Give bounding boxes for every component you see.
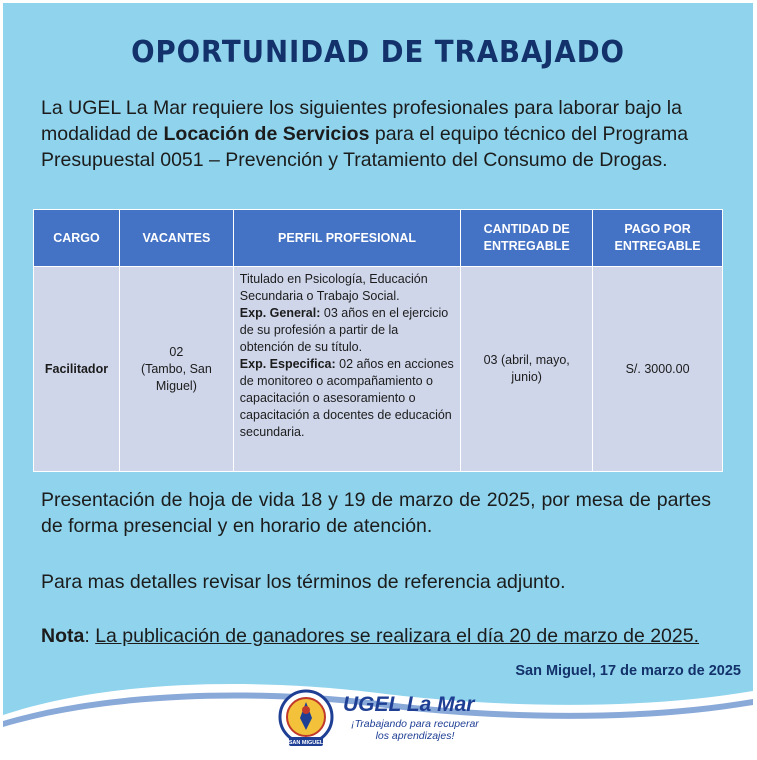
brand-tagline: ¡Trabajando para recuperar los aprendizajes! bbox=[351, 718, 479, 742]
intro-paragraph bbox=[41, 95, 711, 173]
header-pago: PAGO POR ENTREGABLE bbox=[593, 210, 723, 267]
presentacion-paragraph: Presentación de hoja de vida 18 y 19 de marzo de 2025, por mesa de partes de forma presencial y en horario de atención. bbox=[41, 489, 711, 537]
intro-text-1: La UGEL La Mar requiere los siguientes profesionales para laborar bajo la modalidad de bbox=[41, 97, 682, 145]
nota-text: La publicación de ganadores se realizara el día 20 de marzo de 2025. bbox=[95, 625, 700, 647]
cell-vacantes bbox=[119, 267, 233, 472]
ugel-seal-icon bbox=[275, 688, 337, 750]
vacancy-table bbox=[33, 209, 723, 472]
cell-cantidad: 03 (abril, mayo, junio) bbox=[461, 267, 593, 472]
cell-pago: S/. 3000.00 bbox=[593, 267, 723, 472]
intro-bold: Locación de Servicios bbox=[163, 123, 370, 145]
table-row bbox=[34, 267, 723, 472]
nota-separator: : bbox=[84, 625, 96, 647]
nota-paragraph bbox=[41, 623, 731, 649]
cell-cargo: Facilitador bbox=[34, 267, 120, 472]
perfil-exp-especifica bbox=[240, 356, 454, 441]
nota-label: Nota bbox=[41, 625, 85, 647]
exp-general-text: 03 años en el ejercicio de su profesión a partir de la obtención de su título. bbox=[239, 306, 449, 354]
header-cargo: CARGO bbox=[34, 210, 120, 267]
vacantes-location: (Tambo, San Miguel) bbox=[140, 361, 212, 393]
flyer-panel bbox=[3, 3, 753, 757]
publication-date: San Miguel, 17 de marzo de 2025 bbox=[515, 663, 741, 679]
table-header-row bbox=[34, 210, 723, 267]
detalles-paragraph: Para mas detalles revisar los términos de referencia adjunto. bbox=[41, 571, 566, 593]
perfil-exp-general bbox=[240, 305, 454, 356]
perfil-intro: Titulado en Psicología, Educación Secundaria o Trabajo Social. bbox=[239, 272, 428, 303]
seal-label: SAN MIGUEL bbox=[288, 740, 324, 746]
brand-name: UGEL La Mar bbox=[343, 693, 475, 716]
exp-especifica-text: 02 años en acciones de monitoreo o acompañamiento o capacitación o asesoramiento o capacitación a docentes de educación secundaria. bbox=[239, 357, 454, 439]
page-title: OPORTUNIDAD DE TRABAJADO bbox=[131, 35, 625, 70]
exp-especifica-label: Exp. Especifica: bbox=[239, 357, 336, 371]
cell-perfil bbox=[233, 267, 460, 472]
header-perfil: PERFIL PROFESIONAL bbox=[233, 210, 460, 267]
intro-text-2: para el equipo técnico del Programa Presupuestal 0051 – Prevención y Tratamiento del Consumo de Drogas. bbox=[41, 123, 689, 171]
header-cantidad: CANTIDAD DE ENTREGABLE bbox=[461, 210, 593, 267]
header-vacantes: VACANTES bbox=[119, 210, 233, 267]
vacantes-number: 02 bbox=[169, 344, 184, 359]
exp-general-label: Exp. General: bbox=[239, 306, 321, 320]
